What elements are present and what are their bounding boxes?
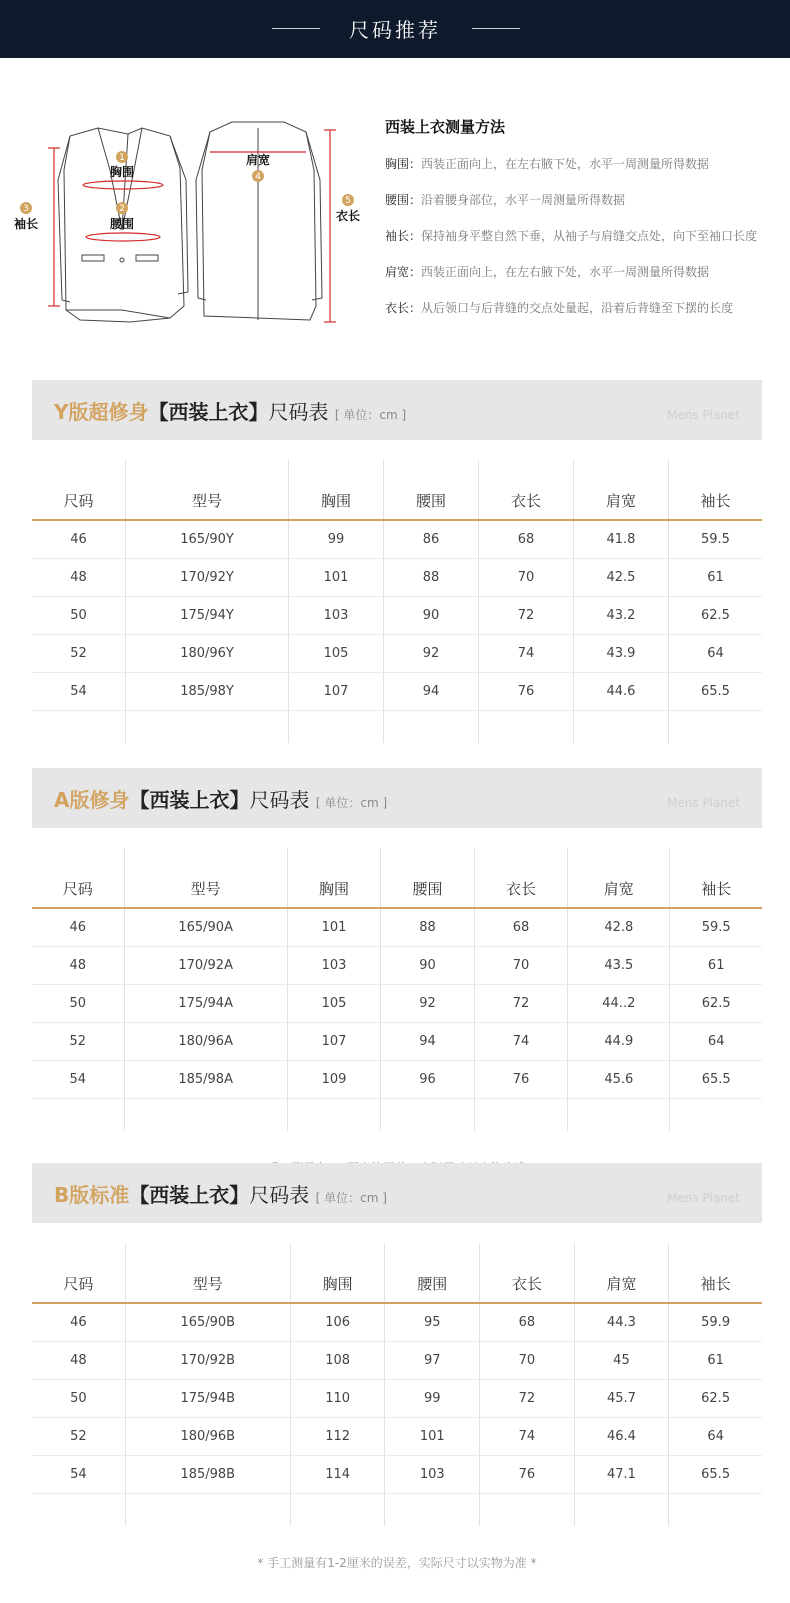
garment-name: 【西装上衣】 [129, 788, 250, 812]
table-cell: 70 [479, 559, 574, 597]
jacket-measurement-diagram [10, 110, 370, 340]
column-header: 尺码 [32, 1243, 125, 1303]
method-item-text: 西装正面向上，在左右腋下处，水平一周测量所得数据 [421, 265, 710, 279]
garment-name: 【西装上衣】 [129, 1183, 250, 1207]
table-cell: 170/92Y [126, 559, 289, 597]
table-cell: 44.3 [574, 1303, 669, 1342]
table-cell: 101 [287, 908, 380, 947]
column-header: 型号 [125, 1243, 290, 1303]
column-header: 袖长 [669, 1243, 762, 1303]
table-header-row [32, 1243, 762, 1303]
table-cell: 170/92B [125, 1342, 290, 1380]
table-cell: 180/96A [124, 1023, 287, 1061]
table-cell: 72 [480, 1380, 575, 1418]
method-item-text: 保持袖身平整自然下垂，从袖子与肩缝交点处，向下至袖口长度 [421, 229, 758, 243]
unit-label: [ 单位：cm ] [334, 408, 407, 422]
label-chest: 胸围 [109, 165, 135, 179]
measurement-note: * 手工测量有1-2厘米的误差，实际尺寸以实物为准 * [257, 1556, 537, 1570]
table-row [32, 1023, 762, 1061]
table-cell: 92 [381, 985, 474, 1023]
header-bar [0, 0, 790, 58]
table-row [32, 597, 762, 635]
spacer-cell [289, 711, 384, 744]
table-row [32, 1303, 762, 1342]
table-cell: 52 [32, 1023, 124, 1061]
table-row [32, 673, 762, 711]
column-header: 袖长 [668, 460, 762, 520]
column-header: 腰围 [384, 460, 479, 520]
spacer-cell [568, 1099, 670, 1132]
table-cell: 90 [381, 947, 474, 985]
column-header: 衣长 [474, 848, 567, 908]
table-cell: 42.8 [568, 908, 670, 947]
brand-watermark: Mens Planet [666, 1191, 740, 1205]
table-cell: 62.5 [668, 597, 762, 635]
table-row [32, 985, 762, 1023]
table-cell: 108 [290, 1342, 385, 1380]
table-cell: 45.7 [574, 1380, 669, 1418]
table-cell: 74 [474, 1023, 567, 1061]
spacer-cell [574, 1494, 669, 1527]
column-header: 袖长 [670, 848, 762, 908]
marker-number-2: 2 [119, 204, 125, 214]
method-item-text: 西装正面向上，在左右腋下处，水平一周测量所得数据 [421, 157, 710, 171]
column-header: 腰围 [385, 1243, 480, 1303]
spacer-cell [474, 1099, 567, 1132]
method-item-label: 衣长： [385, 301, 422, 315]
table-cell: 180/96B [125, 1418, 290, 1456]
size-table [32, 848, 762, 1131]
spacer-cell [32, 1099, 124, 1132]
table-cell: 50 [32, 597, 126, 635]
label-sleeve: 袖长 [13, 217, 39, 231]
column-header: 肩宽 [574, 1243, 669, 1303]
table-cell: 52 [32, 1418, 125, 1456]
spacer-cell [670, 1099, 762, 1132]
spacer-cell [668, 711, 762, 744]
table-header-row [32, 848, 762, 908]
table-cell: 62.5 [669, 1380, 762, 1418]
table-cell: 103 [287, 947, 380, 985]
section-title [54, 784, 387, 813]
method-item-text: 沿着腰身部位，水平一周测量所得数据 [421, 193, 626, 207]
table-cell: 95 [385, 1303, 480, 1342]
table-cell: 46 [32, 520, 126, 559]
table-spacer-row [32, 711, 762, 744]
table-cell: 103 [289, 597, 384, 635]
column-header: 胸围 [287, 848, 380, 908]
table-cell: 101 [289, 559, 384, 597]
table-cell: 48 [32, 1342, 125, 1380]
table-cell: 64 [670, 1023, 762, 1061]
method-item [385, 227, 785, 263]
table-cell: 99 [385, 1380, 480, 1418]
table-cell: 64 [668, 635, 762, 673]
brand-watermark: Mens Planet [666, 408, 740, 422]
table-label: 尺码表 [249, 788, 310, 812]
table-cell: 46.4 [574, 1418, 669, 1456]
column-header: 尺码 [32, 848, 124, 908]
table-cell: 59.5 [668, 520, 762, 559]
method-item-text: 从后领口与后背缝的交点处量起，沿着后背缝至下摆的长度 [421, 301, 734, 315]
fit-name: Y版超修身 [54, 400, 149, 424]
table-cell: 65.5 [670, 1061, 762, 1099]
measurement-number-markers [20, 151, 354, 214]
column-header: 尺码 [32, 460, 126, 520]
table-cell: 72 [479, 597, 574, 635]
spacer-cell [385, 1494, 480, 1527]
spacer-cell [287, 1099, 380, 1132]
column-header: 腰围 [381, 848, 474, 908]
table-label: 尺码表 [249, 1183, 310, 1207]
size-section-a [32, 768, 762, 1176]
marker-number-5: 5 [345, 196, 351, 206]
spacer-cell [479, 711, 574, 744]
table-cell: 170/92A [124, 947, 287, 985]
table-cell: 54 [32, 1456, 125, 1494]
table-cell: 97 [385, 1342, 480, 1380]
section-title-band [32, 768, 762, 828]
table-cell: 165/90A [124, 908, 287, 947]
table-cell: 47.1 [574, 1456, 669, 1494]
table-cell: 46 [32, 908, 124, 947]
method-item-label: 袖长： [385, 229, 422, 243]
table-row [32, 947, 762, 985]
table-cell: 180/96Y [126, 635, 289, 673]
page-title: 尺码推荐 [349, 18, 441, 42]
column-header: 肩宽 [568, 848, 670, 908]
column-header: 胸围 [290, 1243, 385, 1303]
table-cell: 59.5 [670, 908, 762, 947]
table-cell: 68 [474, 908, 567, 947]
table-cell: 65.5 [669, 1456, 762, 1494]
table-cell: 76 [474, 1061, 567, 1099]
marker-number-4: 4 [255, 172, 261, 182]
table-cell: 175/94B [125, 1380, 290, 1418]
marker-number-3: 3 [23, 204, 29, 214]
table-cell: 165/90B [125, 1303, 290, 1342]
table-cell: 42.5 [573, 559, 668, 597]
method-item-label: 肩宽： [385, 265, 422, 279]
spacer-cell [32, 1494, 125, 1527]
table-cell: 175/94A [124, 985, 287, 1023]
table-cell: 46 [32, 1303, 125, 1342]
fit-name: A版修身 [54, 788, 130, 812]
column-header: 肩宽 [573, 460, 668, 520]
spacer-cell [290, 1494, 385, 1527]
table-cell: 50 [32, 985, 124, 1023]
table-cell: 44.9 [568, 1023, 670, 1061]
table-cell: 45.6 [568, 1061, 670, 1099]
table-cell: 50 [32, 1380, 125, 1418]
column-header: 型号 [126, 460, 289, 520]
measurement-method [385, 116, 785, 335]
marker-number-1: 1 [119, 153, 125, 163]
header-divider-right [472, 28, 520, 29]
table-cell: 175/94Y [126, 597, 289, 635]
table-cell: 107 [287, 1023, 380, 1061]
column-header: 衣长 [480, 1243, 575, 1303]
spacer-cell [573, 711, 668, 744]
table-row [32, 1380, 762, 1418]
method-item [385, 191, 785, 227]
table-cell: 43.5 [568, 947, 670, 985]
table-cell: 45 [574, 1342, 669, 1380]
table-row [32, 520, 762, 559]
table-header-row [32, 460, 762, 520]
table-cell: 61 [669, 1342, 762, 1380]
label-length: 衣长 [335, 209, 361, 223]
size-section-b [32, 1163, 762, 1571]
table-cell: 74 [479, 635, 574, 673]
table-cell: 96 [381, 1061, 474, 1099]
table-cell: 76 [480, 1456, 575, 1494]
column-header: 型号 [124, 848, 287, 908]
table-spacer-row [32, 1099, 762, 1132]
spacer-cell [381, 1099, 474, 1132]
method-title: 西装上衣测量方法 [385, 118, 506, 136]
table-row [32, 908, 762, 947]
table-spacer-row [32, 1494, 762, 1527]
size-table [32, 1243, 762, 1526]
table-cell: 68 [480, 1303, 575, 1342]
table-cell: 43.2 [573, 597, 668, 635]
section-title-band [32, 380, 762, 440]
table-cell: 92 [384, 635, 479, 673]
table-cell: 88 [384, 559, 479, 597]
unit-label: [ 单位：cm ] [315, 796, 388, 810]
table-cell: 185/98Y [126, 673, 289, 711]
table-cell: 105 [289, 635, 384, 673]
table-cell: 105 [287, 985, 380, 1023]
table-cell: 185/98A [124, 1061, 287, 1099]
table-cell: 44.6 [573, 673, 668, 711]
table-cell: 76 [479, 673, 574, 711]
table-cell: 70 [480, 1342, 575, 1380]
table-cell: 41.8 [573, 520, 668, 559]
spacer-cell [669, 1494, 762, 1527]
table-cell: 94 [381, 1023, 474, 1061]
table-cell: 72 [474, 985, 567, 1023]
table-cell: 90 [384, 597, 479, 635]
table-cell: 52 [32, 635, 126, 673]
table-cell: 62.5 [670, 985, 762, 1023]
table-row [32, 1456, 762, 1494]
table-cell: 65.5 [668, 673, 762, 711]
table-cell: 107 [289, 673, 384, 711]
spacer-cell [126, 711, 289, 744]
measurement-lines [48, 130, 336, 322]
table-cell: 185/98B [125, 1456, 290, 1494]
table-cell: 61 [670, 947, 762, 985]
spacer-cell [125, 1494, 290, 1527]
label-waist: 腰围 [109, 217, 135, 231]
column-header: 胸围 [289, 460, 384, 520]
table-row [32, 1342, 762, 1380]
table-cell: 64 [669, 1418, 762, 1456]
garment-name: 【西装上衣】 [148, 400, 269, 424]
table-row [32, 1418, 762, 1456]
table-cell: 68 [479, 520, 574, 559]
table-cell: 94 [384, 673, 479, 711]
table-cell: 109 [287, 1061, 380, 1099]
table-cell: 48 [32, 947, 124, 985]
method-item [385, 155, 785, 191]
table-cell: 70 [474, 947, 567, 985]
table-cell: 88 [381, 908, 474, 947]
table-label: 尺码表 [268, 400, 329, 424]
table-row [32, 559, 762, 597]
table-cell: 74 [480, 1418, 575, 1456]
table-cell: 165/90Y [126, 520, 289, 559]
column-header: 衣长 [479, 460, 574, 520]
table-cell: 54 [32, 1061, 124, 1099]
brand-watermark: Mens Planet [666, 796, 740, 810]
table-row [32, 1061, 762, 1099]
table-cell: 106 [290, 1303, 385, 1342]
unit-label: [ 单位：cm ] [315, 1191, 387, 1205]
section-title [54, 1179, 387, 1208]
table-cell: 44..2 [568, 985, 670, 1023]
method-item-label: 腰围： [385, 193, 422, 207]
table-row [32, 635, 762, 673]
size-section-y [32, 380, 762, 788]
table-cell: 59.9 [669, 1303, 762, 1342]
method-item [385, 299, 785, 335]
spacer-cell [32, 711, 126, 744]
table-cell: 48 [32, 559, 126, 597]
fit-name: B版标准 [54, 1183, 130, 1207]
method-item [385, 263, 785, 299]
section-title [54, 396, 406, 425]
table-cell: 101 [385, 1418, 480, 1456]
table-cell: 112 [290, 1418, 385, 1456]
table-cell: 43.9 [573, 635, 668, 673]
spacer-cell [384, 711, 479, 744]
table-cell: 103 [385, 1456, 480, 1494]
table-cell: 54 [32, 673, 126, 711]
table-cell: 61 [668, 559, 762, 597]
section-title-band [32, 1163, 762, 1223]
size-table [32, 460, 762, 743]
spacer-cell [124, 1099, 287, 1132]
table-cell: 114 [290, 1456, 385, 1494]
label-shoulder: 肩宽 [245, 153, 271, 167]
method-item-label: 胸围： [385, 157, 422, 171]
table-cell: 99 [289, 520, 384, 559]
spacer-cell [480, 1494, 575, 1527]
table-cell: 110 [290, 1380, 385, 1418]
table-cell: 86 [384, 520, 479, 559]
